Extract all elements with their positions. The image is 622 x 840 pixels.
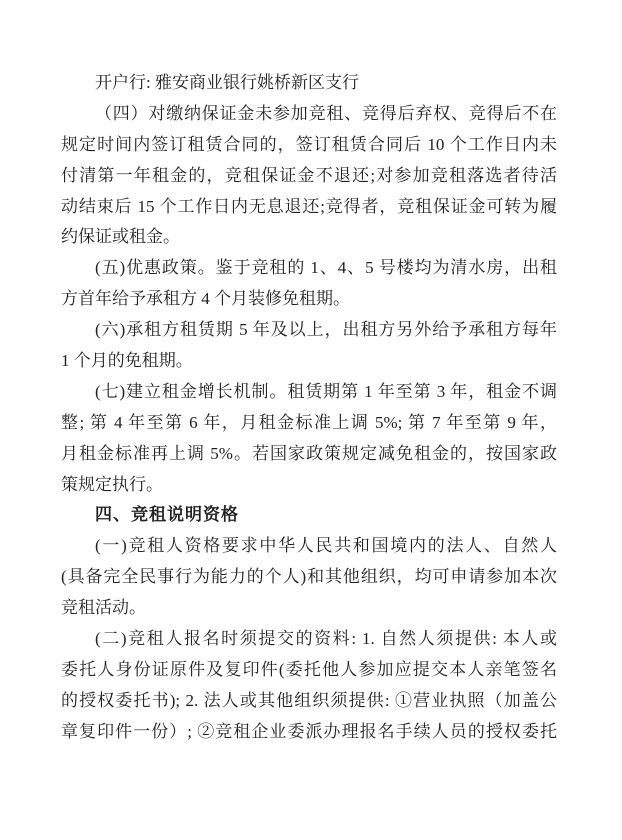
text-line: 委托人身份证原件及复印件(委托他人参加应提交本人亲笔签名	[61, 659, 557, 679]
text-line-bank-branch: 开户行: 雅安商业银行姚桥新区支行	[95, 73, 359, 92]
document-text-block	[61, 68, 557, 748]
text-line: (六)承租方租赁期 5 年及以上，出租方另外给予承租方每年	[95, 320, 557, 340]
text-line: (七)建立租金增长机制。租赁期第 1 年至第 3 年，租金不调	[95, 381, 557, 401]
text-line: (二)竞租人报名时须提交的资料: 1. 自然人须提供: 本人或	[95, 629, 557, 649]
text-line: (一)竞租人资格要求中华人民共和国境内的法人、自然人	[95, 536, 557, 556]
section-heading: 四、竞租说明资格	[95, 505, 239, 525]
text-line: 月租金标准再上调 5%。若国家政策规定减免租金的，按国家政	[61, 443, 557, 463]
text-line: 1 个月的免租期。	[61, 351, 193, 371]
text-line: (五)优惠政策。鉴于竞租的 1、4、5 号楼均为清水房，出租	[95, 258, 557, 278]
text-line: (具备完全民事行为能力的个人)和其他组织，均可申请参加本次	[61, 567, 557, 587]
text-line: 策规定执行。	[61, 474, 163, 494]
text-line: （四）对缴纳保证金未参加竞租、竞得后弃权、竞得后不在	[95, 103, 557, 123]
text-line: 动结束后 15 个工作日内无息退还;竞得者，竞租保证金可转为履	[61, 196, 557, 216]
text-line: 整; 第 4 年至第 6 年，月租金标准上调 5%; 第 7 年至第 9 年，	[61, 412, 557, 432]
text-line: 付清第一年租金的，竞租保证金不退还;对参加竞租落选者待活	[61, 165, 557, 185]
text-line: 的授权委托书); 2. 法人或其他组织须提供: ①营业执照（加盖公	[61, 690, 557, 710]
text-line: 竞租活动。	[61, 598, 146, 618]
text-line: 章复印件一份）; ②竞租企业委派办理报名手续人员的授权委托	[61, 721, 557, 741]
text-line: 约保证或租金。	[61, 227, 180, 247]
text-line: 规定时间内签订租赁合同的，签订租赁合同后 10 个工作日内未	[61, 134, 557, 154]
text-line: 方首年给予承租方 4 个月装修免租期。	[61, 289, 350, 309]
